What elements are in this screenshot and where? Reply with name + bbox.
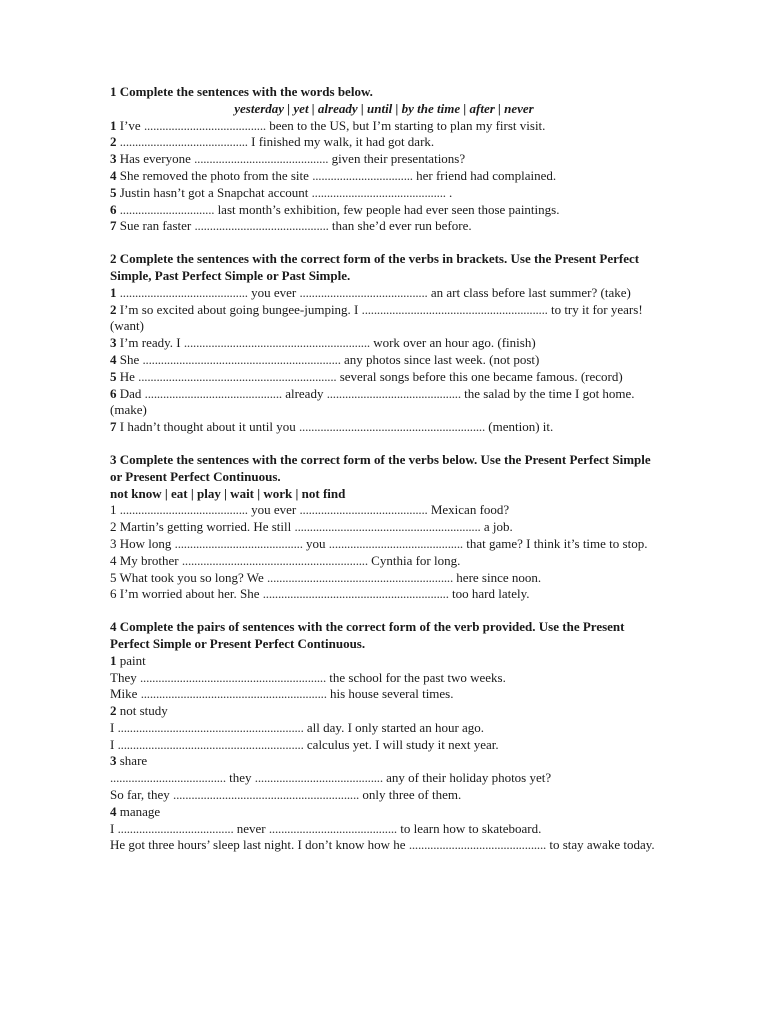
exercise-item: 6 I’m worried about her. She ............................................................. too hard lately. [110,586,530,602]
exercise-4 [110,619,658,854]
verb-prompt: 2 not study [110,703,168,719]
exercise-item: 7 Sue ran faster ............................................ than she’d ever run before. [110,218,472,234]
answer-blank[interactable]: ............................................ [194,218,329,234]
answer-blank[interactable]: ............................................ [311,184,446,200]
verb-group [110,804,658,854]
answer-blank[interactable]: ............................................ [194,151,329,167]
exercise-item: They ............................................................. the school for the past two weeks. [110,669,506,685]
exercise-item: 6 Dad ............................................. already ............................................ the salad by the time I got home. (make) [110,385,635,418]
exercise-item: He got three hours’ sleep last night. I don’t know how he ............................................. to stay awake today. [110,837,655,853]
answer-blank[interactable]: .......................................... [119,134,248,150]
word-bank: yesterday | yet | already | until | by the time | after | never [234,100,534,116]
exercise-1 [110,84,658,235]
answer-blank[interactable]: ............................................. [144,385,282,401]
exercise-item: 2 I’m so excited about going bungee-jumping. I ............................................................. to try it for years! (want) [110,301,643,334]
answer-blank[interactable]: ............................................................. [117,719,304,735]
verb-group [110,703,658,753]
answer-blank[interactable]: ............................................................. [183,335,370,351]
answer-blank[interactable]: ............................................................. [298,419,486,435]
exercise-item: 3 How long .......................................... you ............................................ that game? I think it’s time to stop. [110,535,648,551]
worksheet [110,84,658,870]
exercise-item: 1 I’ve ........................................ been to the US, but I’m starting to plan my first visit. [110,117,546,133]
answer-blank[interactable]: ............................................................. [294,519,481,535]
answer-blank[interactable]: .......................................... [119,502,248,518]
answer-blank[interactable]: ............................................ [326,385,461,401]
exercise-heading: 1 Complete the sentences with the words below. [110,84,373,99]
exercise-item: 2 Martin’s getting worried. He still ............................................................. a job. [110,519,513,535]
exercise-item: 2 .......................................... I finished my walk, it had got dark. [110,134,435,150]
exercise-item: 4 She ................................................................. any photos since last week. (not post) [110,351,540,367]
answer-blank[interactable]: ............................... [119,201,215,217]
answer-blank[interactable]: .......................................... [268,820,397,836]
answer-blank[interactable]: ...................................... [117,820,234,836]
answer-blank[interactable]: .......................................... [299,284,428,300]
answer-blank[interactable]: ............................................................. [361,301,548,317]
answer-blank[interactable]: ............................................................. [262,586,449,602]
exercise-heading: 2 Complete the sentences with the correct form of the verbs in brackets. Use the Present Perfect Simple, Past Perfect Simple or Past Simple. [110,251,640,283]
exercise-heading: 3 Complete the sentences with the correct form of the verbs below. Use the Present Perfect Simple or Present Perfect Continuous. [110,451,651,484]
verb-prompt: 1 paint [110,652,146,668]
answer-blank[interactable]: ........................................ [143,117,266,133]
exercise-item: Mike ............................................................. his house several times. [110,686,454,702]
exercise-item: 4 She removed the photo from the site ................................. her friend had complained. [110,167,557,183]
exercise-item: 6 ............................... last month’s exhibition, few people had ever seen those paintings. [110,201,560,217]
answer-blank[interactable]: .......................................... [174,535,303,551]
verb-group [110,653,658,703]
exercise-2 [110,251,658,436]
exercise-item: 3 Has everyone ............................................ given their presentations? [110,151,466,167]
exercise-heading: 4 Complete the pairs of sentences with the correct form of the verb provided. Use the Present Perfect Simple or Present Perfect Continuous. [110,619,625,651]
answer-blank[interactable]: ...................................... [110,770,226,786]
verb-group [110,753,658,803]
exercise-item: 4 My brother ............................................................. Cynthia for long. [110,552,461,568]
answer-blank[interactable]: .......................................... [299,502,428,518]
answer-blank[interactable]: ................................. [312,167,413,183]
exercise-item: ...................................... they .......................................... any of their holiday photos yet? [110,770,552,786]
exercise-item: I ............................................................. all day. I only started an hour ago. [110,719,485,735]
verb-prompt: 3 share [110,753,148,769]
answer-blank[interactable]: ............................................................. [117,736,304,752]
exercise-item: 5 He ................................................................. several songs before this one became famous. (record) [110,368,623,384]
answer-blank[interactable]: ............................................................. [173,787,360,803]
answer-blank[interactable]: ............................................................. [181,552,368,568]
exercise-3 [110,452,658,603]
answer-blank[interactable]: .......................................... [254,770,383,786]
exercise-item: 1 .......................................... you ever .......................................... Mexican food? [110,502,510,518]
answer-blank[interactable]: ................................................................. [142,351,341,367]
answer-blank[interactable]: ............................................. [408,837,547,853]
answer-blank[interactable]: ............................................................. [140,686,327,702]
answer-blank[interactable]: ............................................ [328,535,463,551]
exercise-item: I ...................................... never .......................................... to learn how to skateboard. [110,820,542,836]
answer-blank[interactable]: ................................................................. [138,368,337,384]
exercise-item: 3 I’m ready. I ............................................................. work over an hour ago. (finish) [110,335,536,351]
exercise-item: I ............................................................. calculus yet. I will study it next year. [110,736,499,752]
exercise-item: 5 What took you so long? We ............................................................. here since noon. [110,569,542,585]
verb-prompt: 4 manage [110,803,161,819]
exercise-item: 5 Justin hasn’t got a Snapchat account ............................................ . [110,184,453,200]
answer-blank[interactable]: ............................................................. [139,669,327,685]
answer-blank[interactable]: ............................................................. [266,569,454,585]
exercise-item: 7 I hadn’t thought about it until you ............................................................. (mention) it. [110,419,554,435]
word-bank: not know | eat | play | wait | work | not find [110,485,346,501]
exercise-item: 1 .......................................... you ever .......................................... an art class before last summer? (take) [110,284,631,300]
answer-blank[interactable]: .......................................... [119,284,248,300]
exercise-item: So far, they ............................................................. only three of them. [110,787,462,803]
